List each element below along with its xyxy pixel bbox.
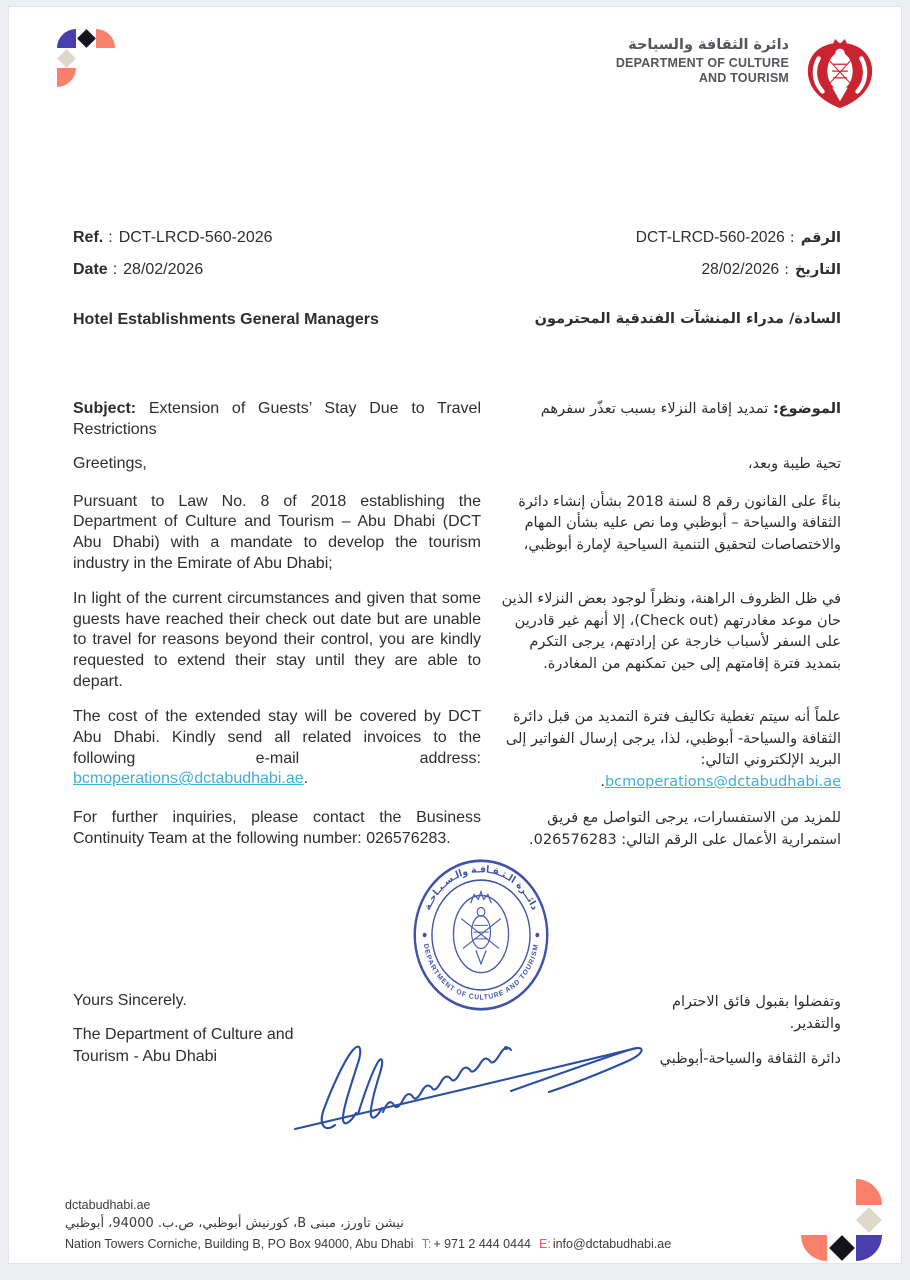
addressee-arabic: السادة/ مدراء المنشآت الفندقية المحترمون bbox=[534, 311, 841, 327]
greeting-english: Greetings, bbox=[73, 455, 147, 473]
signature-icon bbox=[285, 1011, 660, 1136]
department-name-english-line2: AND TOURISM bbox=[698, 71, 789, 85]
logo-diamond-black bbox=[77, 29, 96, 48]
seal-text-english: DEPARTMENT OF CULTURE AND TOURISM bbox=[422, 943, 541, 1002]
logo-quarter-coral-2 bbox=[57, 68, 76, 87]
paragraph-2-arabic: في ظل الظروف الراهنة، ونظراً لوجود بعض النزلاء الذين حان موعد مغادرتهم (Check out)، إلا أنهم غير قادرين على السفر لأسباب خارجة عن إرادتهم، يرجى التكرم بتمديد فترة إقامتهم إلى حين تمكنهم من المغادرة. bbox=[501, 591, 841, 672]
footer-website: dctabudhabi.ae bbox=[65, 1198, 151, 1212]
dct-geometric-logo-icon bbox=[57, 29, 115, 87]
paragraph-4-arabic: للمزيد من الاستفسارات، يرجى التواصل مع فريق استمرارية الأعمال على الرقم التالي: 026576283. bbox=[529, 810, 841, 848]
department-brand bbox=[616, 37, 881, 111]
footer-phone: + 971 2 444 0444 bbox=[433, 1237, 531, 1251]
logo-diamond-beige bbox=[856, 1207, 882, 1233]
date-row bbox=[73, 261, 841, 279]
abu-dhabi-falcon-emblem-icon bbox=[799, 37, 881, 111]
letter-footer bbox=[65, 1198, 671, 1251]
reference-block bbox=[73, 229, 841, 279]
greeting-row bbox=[73, 454, 841, 475]
closing-department-english: The Department of Culture and Tourism - Abu Dhabi bbox=[73, 1026, 294, 1065]
dct-official-seal-stamp-icon bbox=[407, 855, 555, 1015]
greeting-arabic: تحية طيبة وبعد، bbox=[747, 456, 841, 473]
footer-phone-label: T: bbox=[421, 1237, 432, 1251]
subject-arabic: الموضوع: تمديد إقامة النزلاء بسبب تعذّر سفرهم bbox=[540, 401, 841, 417]
logo-diamond-black bbox=[829, 1235, 855, 1261]
logo-quarter-coral bbox=[96, 29, 115, 48]
ref-english: Ref. : DCT-LRCD-560-2026 bbox=[73, 229, 273, 246]
ref-arabic: الرقم:DCT-LRCD-560-2026 bbox=[635, 229, 841, 246]
addressee-row bbox=[73, 311, 841, 329]
bcm-email-link-arabic[interactable]: bcmoperations@dctabudhabi.ae bbox=[604, 773, 841, 790]
paragraph-4-english: For further inquiries, please contact the Business Continuity Team at the following number: 026576283. bbox=[73, 809, 481, 847]
date-english: Date : 28/02/2026 bbox=[73, 261, 204, 278]
footer-address-english: Nation Towers Corniche, Building B, PO Box 94000, Abu Dhabi T: + 971 2 444 0444 E: info@dctabudhabi.ae bbox=[65, 1237, 672, 1251]
logo-quarter-indigo bbox=[57, 29, 76, 48]
yours-sincerely: Yours Sincerely. bbox=[73, 992, 187, 1010]
paragraph-3-arabic: علماً أنه سيتم تغطية تكاليف فترة التمديد من قبل دائرة الثقافة والسياحة- أبوظبي، لذا، يرجى إرسال الفواتير إلى البريد الإلكتروني التالي: bcmoperations@dctabudhabi.ae. bbox=[505, 709, 841, 790]
subject-english: Subject: Extension of Guests’ Stay Due to Travel Restrictions bbox=[73, 400, 481, 438]
paragraph-1-arabic: بناءً على القانون رقم 8 لسنة 2018 بشأن إنشاء دائرة الثقافة والسياحة – أبوظبي وما نص عليه بشأن المهام والاختصاصات لتحقيق التنمية السياحية لإمارة أبوظبي، bbox=[518, 493, 841, 553]
department-name-english-line1: DEPARTMENT OF CULTURE bbox=[615, 56, 789, 70]
addressee-english: Hotel Establishments General Managers bbox=[73, 311, 379, 328]
paragraph-2-english: In light of the current circumstances and given that some guests have reached their check out date but are unable to travel for reasons beyond their control, you are kindly requested to extend their stay until they are able to depart. bbox=[73, 590, 481, 690]
dct-geometric-logo-footer-icon bbox=[801, 1179, 883, 1261]
logo-quarter-coral-top bbox=[856, 1179, 882, 1205]
seal-falcon-crest-icon bbox=[453, 892, 508, 973]
logo-quarter-indigo bbox=[856, 1235, 882, 1261]
ref-row bbox=[73, 229, 841, 247]
letter-body bbox=[73, 492, 841, 866]
closing-regards-arabic: وتفضلوا بقبول فائق الاحترام والتقدير. bbox=[672, 994, 841, 1032]
footer-email-label: E: bbox=[539, 1237, 551, 1251]
department-name-arabic: دائرة الثقافة والسياحة bbox=[628, 37, 789, 53]
letter-document bbox=[8, 6, 902, 1264]
date-arabic: التاريخ:28/02/2026 bbox=[701, 261, 841, 278]
paragraph-3-english: The cost of the extended stay will be covered by DCT Abu Dhabi. Kindly send all related invoices to the following e-mail address: bcmoperations@dctabudhabi.ae. bbox=[73, 708, 481, 788]
footer-email: info@dctabudhabi.ae bbox=[552, 1237, 672, 1251]
logo-diamond-beige bbox=[57, 49, 76, 68]
seal-text-arabic: دائــرة الـثـقـافـة والـسـيـاحـة bbox=[422, 863, 540, 913]
paragraph-row-3 bbox=[73, 707, 841, 808]
paragraph-row-2 bbox=[73, 589, 841, 707]
paragraph-row-1 bbox=[73, 492, 841, 590]
footer-address-arabic: نيشن تاورز، مبنى B، كورنيش أبوظبي، ص.ب. 94000، أبوظبي bbox=[65, 1216, 404, 1231]
bcm-email-link[interactable]: bcmoperations@dctabudhabi.ae bbox=[73, 770, 304, 788]
letter-header bbox=[9, 7, 901, 111]
subject-row bbox=[73, 399, 841, 440]
logo-quarter-coral-bottom bbox=[801, 1235, 827, 1261]
closing-department-arabic: دائرة الثقافة والسياحة-أبوظبي bbox=[659, 1050, 841, 1067]
paragraph-1-english: Pursuant to Law No. 8 of 2018 establishing the Department of Culture and Tourism – Abu Dhabi (DCT Abu Dhabi) with a mandate to develop the tourism industry in the Emirate of Abu Dhabi; bbox=[73, 492, 481, 572]
